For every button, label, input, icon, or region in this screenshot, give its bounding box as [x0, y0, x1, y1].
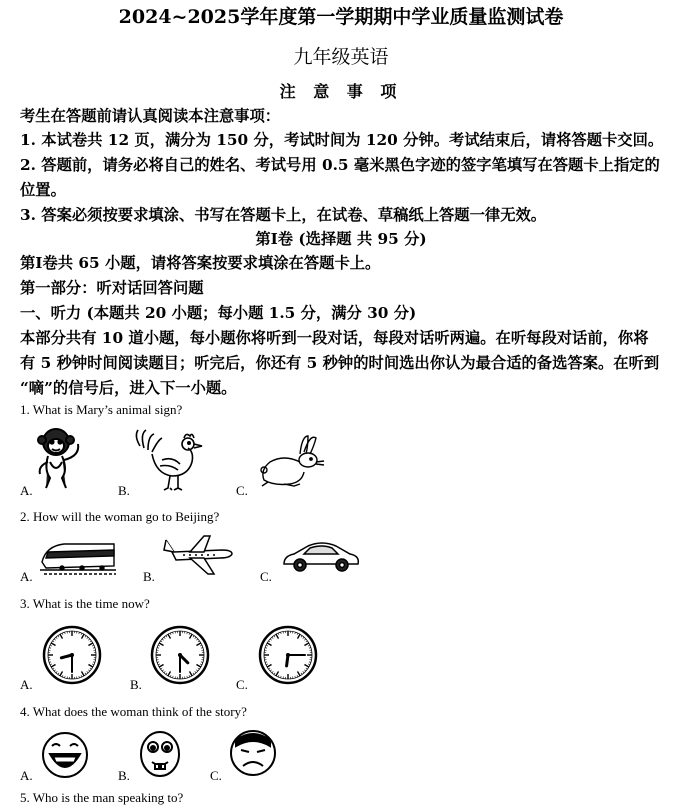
listening-intro-2: 有 5 秒钟时间阅读题目；听完后，你还有 5 秒钟的时间选出你认为最合适的备选答案。在听到 [20, 351, 674, 373]
q1-option-a[interactable]: A. [20, 483, 33, 499]
q3-option-c[interactable]: C. [236, 677, 248, 693]
listening-intro-3: “嘀”的信号后，进入下一小题。 [20, 376, 674, 398]
clock-icon [150, 625, 210, 685]
q2-option-a[interactable]: A. [20, 569, 33, 585]
question-4: 4. What does the woman think of the story? [20, 704, 674, 720]
clock-icon [42, 625, 102, 685]
part-title: 第一部分：听对话回答问题 [20, 276, 674, 298]
rabbit-icon [254, 432, 326, 490]
notice-item-1: 1. 本试卷共 12 页，满分为 150 分，考试时间为 120 分钟。考试结束后，请将答题卡交回。 [20, 128, 674, 150]
notice-intro: 考生在答题前请认真阅读本注意事项： [20, 104, 674, 126]
surprised-face-icon [138, 728, 182, 780]
car-icon [280, 536, 362, 576]
listening-intro-1: 本部分共有 10 道小题，每小题你将听到一段对话，每段对话听两遍。在听每段对话前，你将 [20, 326, 674, 348]
notice-item-3: 3. 答案必须按要求填涂、书写在答题卡上，在试卷、草稿纸上答题一律无效。 [20, 203, 674, 225]
question-5: 5. Who is the man speaking to? [20, 790, 674, 806]
q3-option-a[interactable]: A. [20, 677, 33, 693]
exam-subject: 九年级英语 [0, 42, 682, 69]
q1-option-c[interactable]: C. [236, 483, 248, 499]
q2-option-c[interactable]: C. [260, 569, 272, 585]
notice-item-2: 2. 答题前，请务必将自己的姓名、考试号用 0.5 毫米黑色字迹的签字笔填写在答题卡上指定的 [20, 153, 674, 175]
listening-title: 一、听力 (本题共 20 小题；每小题 1.5 分，满分 30 分) [20, 301, 674, 323]
q1-option-b[interactable]: B. [118, 483, 130, 499]
q4-option-b[interactable]: B. [118, 768, 130, 784]
question-2: 2. How will the woman go to Beijing? [20, 509, 674, 525]
laughing-face-icon [40, 730, 90, 780]
q4-option-a[interactable]: A. [20, 768, 33, 784]
sad-face-icon [228, 726, 278, 778]
q4-option-c[interactable]: C. [210, 768, 222, 784]
exam-title: 2024~2025学年度第一学期期中学业质量监测试卷 [0, 2, 682, 29]
clock-icon [258, 625, 318, 685]
notice-item-2-cont: 位置。 [20, 178, 674, 200]
notice-title: 注 意 事 项 [0, 79, 682, 102]
train-icon [38, 538, 118, 576]
q3-option-b[interactable]: B. [130, 677, 142, 693]
question-1: 1. What is Mary’s animal sign? [20, 402, 674, 418]
question-3: 3. What is the time now? [20, 596, 674, 612]
plane-icon [160, 532, 236, 578]
monkey-icon [34, 426, 86, 492]
q2-option-b[interactable]: B. [143, 569, 155, 585]
volume-desc: 第Ⅰ卷共 65 小题，请将答案按要求填涂在答题卡上。 [20, 251, 674, 273]
rooster-icon [132, 426, 208, 492]
volume-title: 第Ⅰ卷 (选择题 共 95 分) [0, 227, 682, 249]
